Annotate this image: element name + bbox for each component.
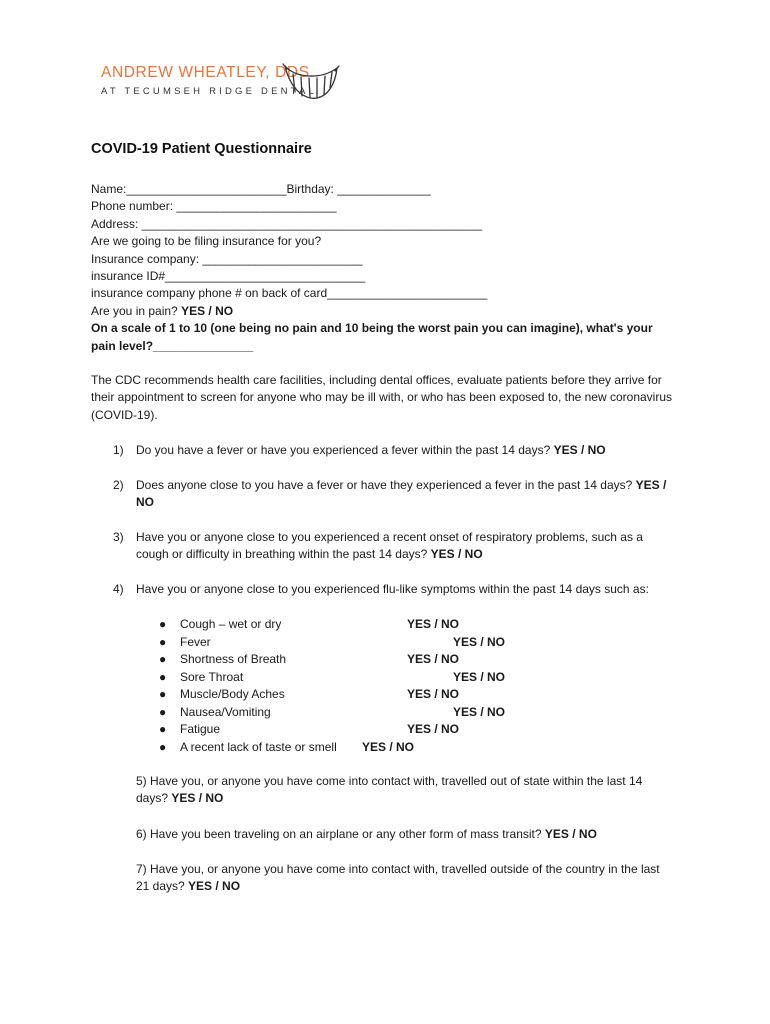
bullet-icon: ● <box>159 652 167 666</box>
yes-no-answer[interactable]: YES / NO <box>188 879 241 894</box>
question-text: Do you have a fever or have you experienced a fever within the past 14 days? YES / NO <box>136 443 606 457</box>
document-title: COVID-19 Patient Questionnaire <box>91 141 312 157</box>
bullet-icon: ● <box>159 670 167 684</box>
symptom-label: Cough – wet or dry <box>180 617 282 631</box>
symptom-label: Nausea/Vomiting <box>180 705 271 719</box>
pain-question-text: Are you in pain? <box>91 303 178 318</box>
insurance-filing-question: Are we going to be filing insurance for you? <box>91 234 322 249</box>
logo-subtitle: AT TECUMSEH RIDGE DENTAL <box>101 86 317 97</box>
question-6 <box>136 826 676 843</box>
question-text: 6) Have you been traveling on an airplane or any other form of mass transit? <box>136 827 542 841</box>
symptom-label: Muscle/Body Aches <box>180 687 285 701</box>
question-number: 1) <box>113 443 124 457</box>
question-number: 4) <box>113 582 124 596</box>
bullet-icon: ● <box>159 635 167 649</box>
yes-no-answer[interactable]: YES / NO <box>171 791 224 806</box>
yes-no-answer[interactable]: YES / NO <box>407 687 460 701</box>
pain-scale-question[interactable]: On a scale of 1 to 10 (one being no pain and 10 being the worst pain you can imagine), what's your pain level?_______________ <box>91 321 653 353</box>
question-7 <box>136 861 676 896</box>
bullet-icon: ● <box>159 722 167 736</box>
yes-no-answer[interactable]: YES / NO <box>407 652 460 666</box>
yes-no-answer[interactable]: YES / NO <box>553 443 606 457</box>
yes-no-answer[interactable]: YES / NO <box>430 547 483 562</box>
patient-info-section <box>91 181 691 355</box>
pain-question <box>91 303 691 320</box>
bullet-icon: ● <box>159 740 167 754</box>
yes-no-answer[interactable]: YES / NO <box>453 670 506 684</box>
bullet-icon: ● <box>159 617 167 631</box>
smile-icon <box>281 58 341 104</box>
yes-no-answer[interactable]: YES / NO <box>407 617 460 631</box>
insurance-id-field[interactable]: insurance ID#______________________________ <box>91 268 366 283</box>
question-text: 7) Have you, or anyone you have come into contact with, travelled outside of the country in the last 21 days? <box>136 862 660 894</box>
yes-no-answer[interactable]: YES / NO <box>136 478 667 510</box>
yes-no-answer[interactable]: YES / NO <box>362 740 415 754</box>
symptom-label: Fever <box>180 635 211 649</box>
yes-no-answer[interactable]: YES / NO <box>453 635 506 649</box>
cdc-intro: The CDC recommends health care facilities, including dental offices, evaluate patients before they arrive for their appointment to screen for anyone who may be ill with, or who has been exposed to, the new coronavirus (COVID-19). <box>91 373 672 422</box>
address-field[interactable]: Address: ___________________________________________________ <box>91 216 483 231</box>
name-birthday-field[interactable]: Name:________________________Birthday: ______________ <box>91 182 431 196</box>
question-text: Have you or anyone close to you experienced flu-like symptoms within the past 14 days such as: <box>136 582 649 596</box>
yes-no-answer[interactable]: YES / NO <box>544 827 597 841</box>
yes-no-answer[interactable]: YES / NO <box>407 722 460 736</box>
question-5 <box>136 773 676 808</box>
yes-no-answer[interactable]: YES / NO <box>453 705 506 719</box>
symptom-label: Shortness of Breath <box>180 652 287 666</box>
practice-logo <box>101 58 361 108</box>
question-text: Have you or anyone close to you experienced a recent onset of respiratory problems, such as a cough or difficulty in breathing within the past 14 days? YES / NO <box>136 530 643 562</box>
insurance-phone-field[interactable]: insurance company phone # on back of card________________________ <box>91 286 488 301</box>
symptom-label: Fatigue <box>180 722 221 736</box>
question-text: 5) Have you, or anyone you have come into contact with, travelled out of state within the last 14 days? <box>136 774 643 806</box>
logo-name: ANDREW WHEATLEY, DDS <box>101 64 310 81</box>
pain-answer[interactable]: YES / NO <box>181 303 234 318</box>
bullet-icon: ● <box>159 705 167 719</box>
question-text: Does anyone close to you have a fever or have they experienced a fever in the past 14 days? YES / NO <box>136 478 667 510</box>
insurance-company-field[interactable]: Insurance company: ________________________ <box>91 251 363 266</box>
bullet-icon: ● <box>159 687 167 701</box>
phone-field[interactable]: Phone number: ________________________ <box>91 199 337 214</box>
symptom-label: Sore Throat <box>180 670 244 684</box>
symptom-label: A recent lack of taste or smell <box>180 740 337 754</box>
question-number: 2) <box>113 478 124 492</box>
question-number: 3) <box>113 530 124 544</box>
